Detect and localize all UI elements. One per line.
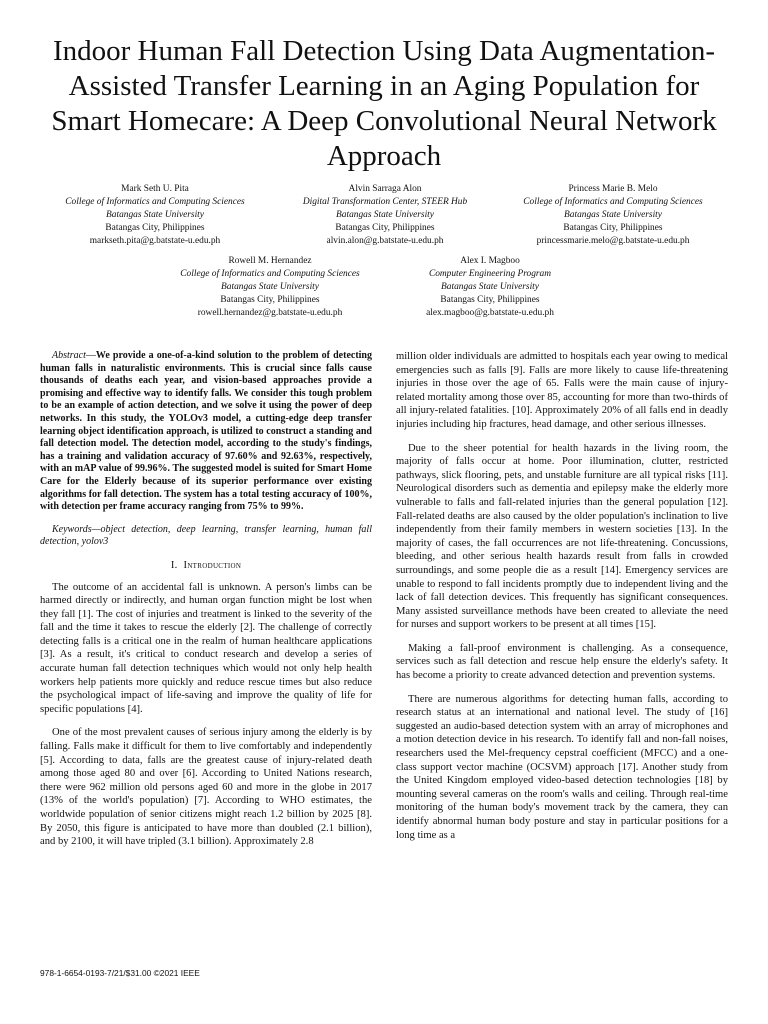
paragraph: million older individuals are admitted to hospitals each year owing to medical emergencies such as falls [9]. Falls are more likely to cause life-threatening injuries in those over the age of 65. Falls were the main cause of injury-related mortality among those over 85, accounting for more than two-thirds of all injury-related fatalities. [10]. Approximately 20% of all falls end in deadly injuries including hip fractures, head damage, and other serious illnesses. bbox=[396, 351, 728, 430]
author-name: Princess Marie B. Melo bbox=[568, 184, 658, 194]
copyright-footer: 978-1-6654-0193-7/21/$31.00 ©2021 IEEE bbox=[40, 968, 200, 978]
author-city: Batangas City, Philippines bbox=[220, 295, 320, 305]
author-city: Batangas City, Philippines bbox=[563, 223, 663, 233]
keywords bbox=[40, 524, 372, 549]
left-column bbox=[40, 350, 372, 859]
author-2 bbox=[272, 183, 498, 248]
keywords-label: Keywords bbox=[52, 523, 92, 535]
abstract-dash: — bbox=[85, 350, 96, 361]
author-4 bbox=[150, 255, 390, 320]
author-email: markseth.pita@g.batstate-u.edu.ph bbox=[89, 236, 221, 246]
author-university: Batangas State University bbox=[441, 282, 539, 292]
author-university: Batangas State University bbox=[336, 210, 434, 220]
author-name: Alex I. Magboo bbox=[460, 256, 520, 266]
keywords-dash: — bbox=[91, 523, 101, 535]
author-5 bbox=[400, 255, 580, 320]
author-email: alex.magboo@g.batstate-u.edu.ph bbox=[426, 308, 554, 318]
author-university: Batangas State University bbox=[564, 210, 662, 220]
paragraph: The outcome of an accidental fall is unknown. A person's limbs can be harmed directly or indirectly, and human organ function might be lost when they fall [1]. The cost of injuries and treatment is linked to the severity of the fall and the time it takes to rescue the elderly [2]. The challenge of correctly detecting falls is a critical one in the realm of human healthcare applications [3]. As a result, it's critical to conduct research and develop a series of accurate human fall detection techniques which would not only help health workers help patients more quickly and reduce rescue times but also reduce the psychological impact of life-saving and improve the quality of life for specific populations [4]. bbox=[40, 581, 372, 715]
keywords-text: object detection, deep learning, transfer learning, human fall detection, yolov3 bbox=[40, 523, 372, 548]
author-name: Alvin Sarraga Alon bbox=[348, 184, 422, 194]
abstract-label: Abstract bbox=[52, 350, 86, 361]
paper-title: Indoor Human Fall Detection Using Data Augmentation-Assisted Transfer Learning in an Aging Population for Smart Homecare: A Deep Convolutional Neural Network Approach bbox=[51, 35, 717, 172]
paragraph: Due to the sheer potential for health hazards in the living room, the majority of falls occur at home. Poor illumination, clutter, restricted pathways, slick flooring, pets, and unstable furniture are all typical risks [11]. Neurological disorders such as dementia and epilepsy make the elderly more vulnerable to falls and fall-related injuries than the general population [12]. Fall-related deaths are also caused by the older population's inclination to live independently from their family members in western societies [13]. In the majority of cases, the fall occurrences are not life-threatening. Concussions, bleeding, and other serious health hazards result from falls in crowded surroundings, and some people die as a result [14]. Emergency services are unable to respond to fall incidents promptly due to independent living and the lack of fall detection devices. This frequently has significant consequences. Many assisted surveillance methods have been created to alleviate the need for nurses and support workers to be present at all times [15]. bbox=[396, 442, 728, 631]
paragraph: There are numerous algorithms for detecting human falls, according to research status at an international and national level. The study of [16] suggested an audio-based detection system with an array of microphones and a motion detection device in his research. To identify fall and non-fall noises, researchers used the Mel-frequency cepstral coefficient (MFCC) and a one-class support vector machine (OCSVM) approach [17]. Another study from the United Kingdom employed video-based detection technologies [18] by mounting several cameras on the room's walls and ceiling. Through real-time monitoring of the human body's movement track by the camera, they can identify abnormal human body posture and stay in particular positions for a long time as a bbox=[396, 693, 728, 841]
section-heading-introduction bbox=[40, 559, 372, 573]
abstract-text: We provide a one-of-a-kind solution to the problem of detecting human falls in naturalistic environments. This is crucial since falls cause thousands of deaths each year, and vision-based approaches provide a promising and effective way to identify falls. We consider this tough problem to be an example of action detection, and we solve it using the power of deep networks. In this study, the YOLOv3 model, a cutting-edge deep transfer learning object identification approach, is utilized to construct a standing and fall detection model. The detection model, according to the study's findings, has a training and validation accuracy of 97.60% and 92.63%, respectively, with an mAP value of 99.96%. The suggested model is suited for Smart Home Care for the Elderly because of its superior performance over existing algorithms for fall detection. The system has a total testing accuracy of 100%, with detection per frame accuracy ranging from 75% to 99%. bbox=[40, 350, 372, 513]
author-name: Rowell M. Hernandez bbox=[228, 256, 312, 266]
author-name: Mark Seth U. Pita bbox=[121, 184, 189, 194]
author-affiliation: College of Informatics and Computing Sciences bbox=[65, 197, 245, 207]
paragraph: One of the most prevalent causes of serious injury among the elderly is by falling. Falls make it difficult for them to live comfortably and independently [5]. According to data, falls are the greatest cause of injury-related death among those aged 80 and over [6]. According to United Nations research, there were 962 million old persons aged 60 and more in the globe in 2017 (13% of the world's population) [7]. According to WHO estimates, the worldwide population of senior citizens might reach 1.2 billion by 2025 [8]. By 2050, this figure is anticipated to have more than doubled (2.1 billion), and by 2100, it will have tripled (3.1 billion). Approximately 2.8 bbox=[40, 727, 372, 848]
author-email: alvin.alon@g.batstate-u.edu.ph bbox=[326, 236, 444, 246]
author-affiliation: Computer Engineering Program bbox=[428, 269, 552, 279]
author-1 bbox=[40, 183, 270, 248]
right-column bbox=[396, 350, 728, 852]
author-affiliation: Digital Transformation Center, STEER Hub bbox=[302, 197, 468, 207]
section-title: Introduction bbox=[183, 559, 242, 571]
author-3 bbox=[498, 183, 728, 248]
paragraph: Making a fall-proof environment is challenging. As a consequence, services such as fall detection and rescue help ensure the elderly's safety. It has become a priority to create advanced detection and prevention systems. bbox=[396, 642, 728, 682]
author-email: princessmarie.melo@g.batstate-u.edu.ph bbox=[536, 236, 690, 246]
author-city: Batangas City, Philippines bbox=[440, 295, 540, 305]
author-affiliation: College of Informatics and Computing Sciences bbox=[523, 197, 703, 207]
author-university: Batangas State University bbox=[221, 282, 319, 292]
section-number: I. bbox=[170, 559, 178, 571]
author-city: Batangas City, Philippines bbox=[335, 223, 435, 233]
abstract bbox=[40, 350, 372, 514]
author-university: Batangas State University bbox=[106, 210, 204, 220]
author-email: rowell.hernandez@g.batstate-u.edu.ph bbox=[197, 308, 343, 318]
author-city: Batangas City, Philippines bbox=[105, 223, 205, 233]
author-affiliation: College of Informatics and Computing Sciences bbox=[180, 269, 360, 279]
